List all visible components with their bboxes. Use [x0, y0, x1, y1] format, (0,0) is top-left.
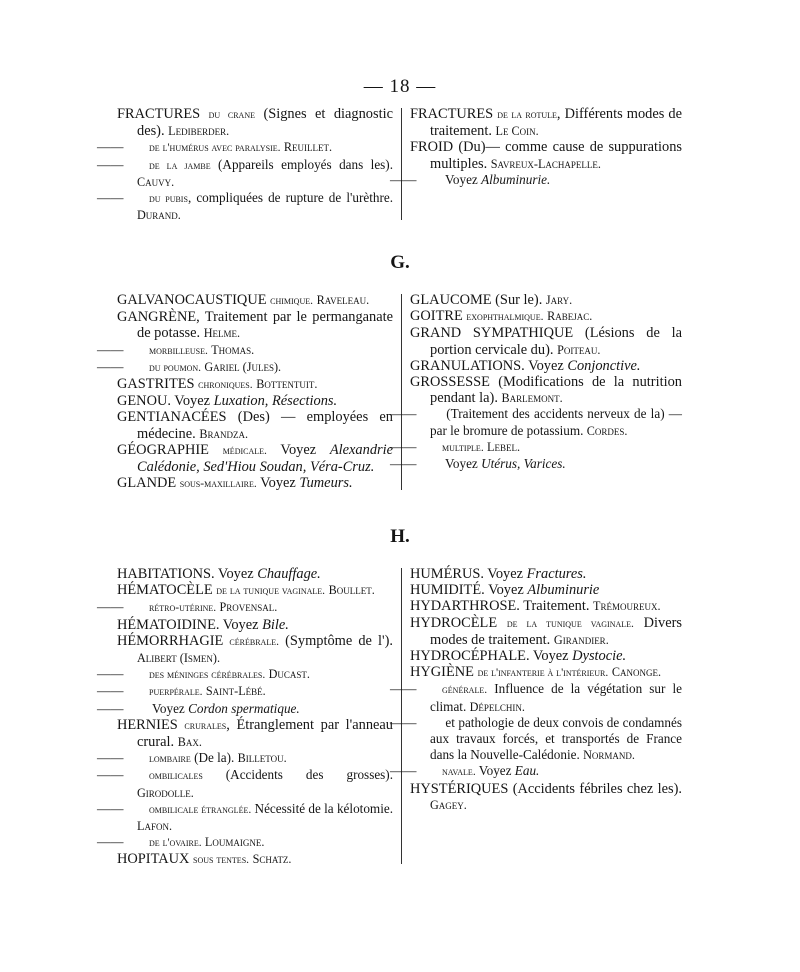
index-entry: [97, 358, 393, 376]
entry-author: Lediberder.: [168, 124, 230, 139]
entry-qualifier: sous tentes.: [193, 853, 250, 867]
entry-author: Billetou.: [237, 751, 287, 766]
entry-text: . Voyez: [210, 566, 258, 582]
entry-qualifier: cérébrale.: [229, 634, 279, 648]
index-entry: [410, 292, 682, 308]
entry-author: Le Coin.: [495, 124, 539, 139]
entry-text: (Sur le).: [491, 292, 546, 308]
index-entry: [97, 156, 393, 190]
index-entry: [97, 750, 393, 767]
section-h-left-column: [97, 566, 394, 869]
entry-cross-reference: Albuminurie.: [481, 171, 551, 187]
section-letter-h: H.: [390, 526, 410, 547]
section-h-right-column: [390, 566, 682, 813]
entry-text: Influence de la végétation sur le climat.: [430, 681, 682, 714]
entry-text: Nécessité de la kélotomie.: [251, 800, 394, 816]
entry-term: GLAUCOME: [410, 292, 492, 308]
index-entry: [97, 834, 393, 851]
repeat-dash: ——: [97, 666, 124, 682]
index-entry: [117, 633, 393, 666]
entry-qualifier: ombilicales: [149, 769, 203, 783]
entry-author: Gagey.: [430, 797, 467, 812]
index-entry: [117, 409, 393, 441]
entry-qualifier: du poumon.: [149, 360, 202, 374]
index-entry: [390, 763, 682, 780]
index-entry: [117, 566, 393, 582]
repeat-dash: ——: [390, 171, 417, 187]
entry-cross-reference: Chauffage.: [257, 566, 321, 582]
repeat-dash: ——: [97, 800, 124, 816]
entry-author: Canonge.: [611, 665, 662, 680]
entry-author: Helme.: [203, 326, 241, 341]
entry-text: Voyez: [149, 700, 189, 716]
entry-text: . Traitement.: [516, 598, 594, 615]
repeat-dash: ——: [97, 834, 124, 850]
entry-text: Voyez: [442, 171, 482, 187]
entry-qualifier: de la jambe: [149, 158, 211, 172]
repeat-dash: ——: [97, 767, 124, 783]
entry-author: Thomas.: [211, 342, 255, 357]
entry-author: Normand.: [583, 748, 635, 763]
repeat-dash: ——: [97, 139, 124, 155]
entry-qualifier: de la rotule: [497, 108, 557, 121]
index-entry: [390, 681, 682, 714]
entry-text: Voyez: [475, 763, 515, 779]
entry-author: Alibert (Ismen).: [137, 651, 221, 666]
entry-term: GALVANOCAUSTIQUE: [117, 292, 267, 308]
index-entry: [117, 442, 393, 475]
index-entry: [117, 617, 393, 633]
entry-qualifier: de l'infanterie à l'intérieur.: [477, 666, 609, 680]
index-entry: [410, 308, 682, 325]
entry-text: (Lésions de la portion cervicale du).: [430, 325, 682, 358]
entry-author: Lafon.: [137, 819, 172, 834]
entry-term: FROID: [410, 139, 454, 156]
entry-author: Trémoureux.: [593, 599, 661, 614]
repeat-dash: ——: [390, 456, 417, 472]
entry-author: Jary.: [545, 293, 573, 307]
entry-term: FRACTURES: [117, 106, 201, 122]
entry-author: Poiteau.: [557, 342, 601, 357]
entry-qualifier: sous-maxillaire.: [179, 477, 257, 491]
repeat-dash: ——: [390, 681, 417, 697]
repeat-dash: ——: [97, 190, 124, 206]
entry-term: HUMÉRUS: [410, 566, 481, 582]
entry-text: (Symptôme de l').: [279, 632, 393, 649]
index-entry: [390, 456, 682, 472]
entry-author: Girodolle.: [137, 785, 194, 800]
entry-cross-reference: Albuminurie: [527, 582, 600, 599]
entry-text: . Voyez: [525, 648, 573, 665]
entry-term: HYGIÈNE: [410, 664, 474, 681]
entry-text: Voyez: [256, 475, 300, 492]
index-entry: [97, 666, 393, 683]
entry-text: , Traitement par le permanganate de potasse.: [137, 309, 393, 342]
index-entry: [97, 683, 393, 700]
entry-qualifier: de l'humérus avec paralysie.: [149, 141, 281, 155]
entry-author: Raveleau.: [316, 293, 370, 307]
entry-cross-reference: Cordon spermatique.: [188, 700, 300, 716]
entry-term: HYDARTHROSE: [410, 598, 517, 615]
entry-text: (Du)— comme cause de suppurations multiples.: [430, 139, 682, 172]
index-entry: [410, 582, 682, 598]
index-entry: [410, 566, 682, 582]
index-entry: [97, 700, 393, 717]
entry-qualifier: de la tunique vaginale.: [506, 616, 634, 630]
entry-text: . Voyez: [521, 357, 568, 374]
entry-author: Barlemont.: [501, 391, 563, 406]
entry-qualifier: puerpérale.: [149, 685, 203, 699]
entry-text: (Accidents fébriles chez les).: [508, 780, 682, 797]
entry-term: GENOU: [117, 393, 168, 410]
entry-text: Voyez: [266, 441, 330, 458]
entry-author: Girandier.: [553, 632, 609, 647]
entry-term: GOITRE: [410, 308, 463, 325]
entry-cross-reference: Luxation, Résections.: [213, 393, 338, 410]
entry-author: Durand.: [137, 208, 181, 223]
entry-term: HUMIDITÉ: [410, 582, 482, 599]
entry-text: (Des) — employées en médecine.: [137, 409, 393, 442]
entry-term: HÉMORRHAGIE: [117, 632, 224, 649]
entry-qualifier: des méninges cérébrales.: [149, 668, 266, 682]
index-entry: [410, 358, 682, 374]
entry-qualifier: médicale.: [222, 443, 267, 457]
index-entry: [97, 800, 394, 834]
repeat-dash: ——: [390, 406, 417, 422]
repeat-dash: ——: [390, 438, 417, 454]
entry-text: , Étranglement par l'anneau crural.: [137, 716, 393, 751]
entry-term: GRANULATIONS: [410, 357, 522, 374]
entry-term: HYDROCÉPHALE: [410, 648, 526, 665]
repeat-dash: ——: [390, 763, 417, 779]
entry-author: Reuillet.: [283, 140, 333, 155]
section-f-right-column: [390, 106, 682, 188]
index-entry: [97, 341, 393, 359]
entry-qualifier: générale.: [442, 683, 488, 697]
entry-term: HYDROCÈLE: [410, 614, 498, 631]
entry-author: Loumaigne.: [204, 835, 265, 850]
entry-author: Ducast.: [268, 667, 310, 682]
entry-cross-reference: Dystocie.: [572, 648, 627, 665]
index-entry: [97, 767, 393, 800]
index-entry: [117, 582, 393, 599]
entry-text: Divers modes de traitement.: [430, 614, 682, 648]
index-entry: [410, 139, 682, 171]
entry-cross-reference: Fractures.: [526, 566, 587, 582]
entry-term: GLANDE: [117, 475, 177, 492]
index-entry: [97, 139, 393, 156]
entry-text: (Accidents des grosses).: [202, 767, 393, 783]
entry-text: Voyez: [442, 456, 482, 472]
entry-term: HÉMATOIDINE: [117, 616, 216, 633]
entry-qualifier: multiple.: [442, 440, 484, 454]
index-entry: [390, 714, 682, 764]
entry-author: Saint-Lébé.: [205, 684, 266, 699]
index-entry: [117, 292, 393, 309]
index-entry: [410, 781, 682, 813]
index-entry: [410, 664, 682, 681]
entry-author: Lebel.: [487, 439, 521, 454]
entry-author: Cauvy.: [137, 174, 175, 189]
index-entry: [117, 475, 393, 492]
entry-author: Schatz.: [252, 852, 292, 867]
index-entry: [117, 309, 393, 341]
entry-author: Cordes.: [586, 423, 628, 438]
repeat-dash: ——: [97, 358, 124, 374]
entry-term: HYSTÉRIQUES: [410, 780, 509, 797]
entry-author: Provensal.: [219, 600, 278, 615]
repeat-dash: ——: [97, 750, 124, 766]
entry-author: Boullet.: [328, 583, 375, 598]
entry-text: (Appareils employés dans les).: [210, 156, 393, 172]
index-entry: [410, 648, 682, 664]
entry-term: HÉMATOCÈLE: [117, 582, 213, 599]
index-entry: [410, 598, 682, 614]
entry-author: Gariel (Jules).: [204, 359, 282, 374]
entry-term: GANGRÈNE: [117, 309, 197, 326]
index-entry: [117, 393, 393, 409]
entry-term: GÉOGRAPHIE: [117, 441, 209, 458]
entry-text: . Voyez: [167, 393, 214, 410]
entry-author: Dépelchin.: [469, 699, 525, 714]
entry-term: HABITATIONS: [117, 566, 211, 582]
entry-text: . Voyez: [481, 582, 528, 599]
entry-term: HERNIES: [117, 716, 178, 733]
entry-qualifier: crurales: [184, 718, 227, 732]
repeat-dash: ——: [97, 599, 124, 615]
index-entry: [97, 599, 393, 616]
index-entry: [97, 190, 393, 223]
entry-cross-reference: Bile.: [262, 616, 289, 633]
entry-term: HOPITAUX: [117, 851, 190, 868]
entry-term: FRACTURES: [410, 106, 494, 122]
entry-text: (Modifications de la nutrition pendant la).: [430, 374, 682, 407]
index-entry: [117, 851, 393, 868]
entry-text: . Voyez: [215, 616, 263, 633]
entry-qualifier: de la tunique vaginale.: [216, 584, 326, 598]
entry-term: GENTIANACÉES: [117, 409, 227, 426]
entry-text: , Différents modes de traitement.: [430, 106, 682, 140]
entry-qualifier: navale.: [442, 765, 476, 779]
entry-qualifier: du crane: [208, 108, 256, 121]
entry-author: Bottentuit.: [256, 377, 318, 392]
entry-text: (De la).: [190, 750, 238, 766]
index-entry: [117, 717, 393, 750]
section-f-divider: [401, 108, 402, 220]
entry-cross-reference: Utérus, Varices.: [481, 456, 566, 472]
entry-cross-reference: Tumeurs.: [299, 475, 353, 492]
section-f-left-column: [97, 106, 393, 223]
entry-text: (Traitement des accidents nerveux de la) — par le bromure de potassium.: [430, 406, 682, 438]
entry-term: GASTRITES: [117, 376, 195, 393]
index-entry: [410, 325, 682, 357]
entry-cross-reference: Conjonctive.: [567, 357, 641, 374]
entry-author: Rabejac.: [547, 309, 593, 324]
index-entry: [117, 106, 393, 139]
repeat-dash: ——: [97, 341, 124, 357]
section-g-left-column: [97, 292, 393, 492]
entry-qualifier: chroniques.: [198, 378, 253, 392]
entry-text: , compliquées de rupture de l'urèthre.: [187, 190, 393, 206]
entry-term: GROSSESSE: [410, 374, 490, 391]
index-entry: [410, 106, 682, 139]
repeat-dash: ——: [97, 156, 124, 172]
entry-author: Savreux-Lachapelle.: [490, 156, 601, 171]
entry-qualifier: morbilleuse.: [149, 343, 208, 357]
entry-qualifier: du pubis: [149, 192, 188, 206]
index-entry: [390, 171, 682, 188]
entry-author: Bax.: [177, 735, 202, 750]
index-entry: [410, 615, 682, 648]
page-number: — 18 —: [363, 76, 437, 97]
entry-author: Brandza.: [199, 426, 249, 441]
entry-cross-reference: Eau.: [514, 763, 540, 779]
entry-qualifier: de l'ovaire.: [149, 836, 202, 850]
repeat-dash: ——: [97, 683, 124, 699]
index-entry: [117, 376, 393, 393]
entry-qualifier: ombilicale étranglée.: [149, 802, 252, 816]
entry-term: GRAND SYMPATHIQUE: [410, 325, 574, 342]
entry-qualifier: exophthalmique.: [466, 310, 544, 324]
section-g-right-column: [390, 292, 682, 472]
entry-cross-reference: Alexandrie Calédonie, Sed'Hiou Soudan, Véra-Cruz.: [137, 441, 393, 476]
entry-qualifier: lombaire: [149, 752, 191, 766]
index-entry: [410, 374, 682, 406]
entry-qualifier: rétro-utérine.: [149, 601, 217, 615]
index-entry: [390, 406, 682, 438]
entry-qualifier: chimique.: [270, 294, 314, 307]
section-letter-g: G.: [390, 252, 410, 273]
entry-text: et pathologie de deux convois de condamnés aux travaux forcés, et transportés de France dans la Nouvelle-Calédonie.: [430, 714, 682, 763]
repeat-dash: ——: [97, 700, 124, 716]
repeat-dash: ——: [390, 714, 417, 730]
entry-text: (Signes et diagnostic des).: [137, 106, 393, 140]
entry-text: . Voyez: [480, 566, 527, 582]
index-entry: [390, 438, 682, 456]
